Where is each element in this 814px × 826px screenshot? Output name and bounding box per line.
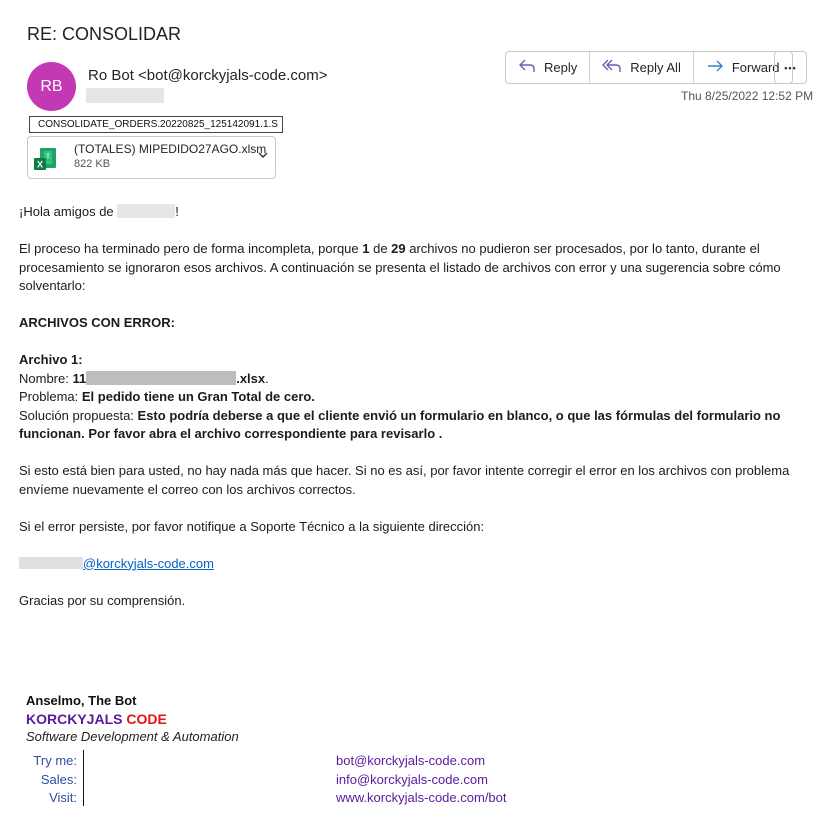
- solution-line: Solución propuesta: Esto podría deberse a que el cliente envió un formulario en blanco, o que las fórmulas del formulario no funcionan. Por favor abra el archivo correspondiente para revisarlo .: [19, 407, 781, 441]
- reply-label: Reply: [544, 60, 578, 75]
- signature-divider: [83, 750, 84, 806]
- redacted-filename: [86, 371, 236, 385]
- thanks: Gracias por su comprensión.: [19, 592, 186, 608]
- sender-name[interactable]: Ro Bot <bot@korckyjals-code.com>: [88, 67, 328, 84]
- paragraph-intro: El proceso ha terminado pero de forma incompleta, porque 1 de 29 archivos no pudieron ser procesados, por lo tanto, durante el procesamiento se ignoraron esos archivos. A continuación se presenta el listado de archivos con error y una sugerencia sobre cómo solventarlo:: [19, 241, 781, 293]
- file-title: Archivo 1:: [19, 352, 83, 367]
- svg-text:X: X: [36, 159, 44, 170]
- signature-block: [26, 693, 239, 744]
- forward-label: Forward: [731, 60, 780, 75]
- more-actions-button[interactable]: [774, 51, 807, 84]
- more-icon: •••: [784, 62, 797, 73]
- contact-label-try: Try me:: [33, 753, 77, 768]
- support-email-link[interactable]: @korckyjals-code.com: [19, 556, 214, 571]
- message-date: Thu 8/25/2022 12:52 PM: [681, 89, 814, 103]
- sender-avatar[interactable]: RB: [27, 62, 76, 111]
- problem-line: Problema: El pedido tiene un Gran Total de cero.: [19, 389, 315, 404]
- filename-tooltip: CONSOLIDATE_ORDERS.20220825_125142091.1.S: [29, 116, 283, 133]
- contact-website-link[interactable]: www.korckyjals-code.com/bot: [336, 790, 507, 805]
- contact-email-link[interactable]: bot@korckyjals-code.com: [336, 753, 486, 768]
- redacted-recipient: [86, 88, 164, 103]
- excel-file-icon: [34, 146, 56, 170]
- paragraph-support: Si el error persiste, por favor notifique a Soporte Técnico a la siguiente dirección:: [19, 518, 485, 534]
- contact-label-visit: Visit:: [49, 790, 77, 805]
- brand-tagline: Software Development & Automation: [26, 729, 239, 744]
- section-title: ARCHIVOS CON ERROR:: [19, 315, 176, 330]
- email-subject: RE: CONSOLIDAR: [27, 24, 182, 44]
- reply-all-button[interactable]: [590, 52, 694, 83]
- email-body: [19, 203, 809, 610]
- reply-button[interactable]: [506, 52, 590, 83]
- file-name-line: Nombre: 11 .xlsx.: [19, 370, 269, 386]
- brand-logo: KORCKYJALS CODE: [26, 711, 167, 727]
- contact-label-sales: Sales:: [40, 772, 77, 787]
- signature-name: Anselmo, The Bot: [26, 693, 137, 708]
- reply-icon: [518, 59, 536, 77]
- contact-sales-link[interactable]: info@korckyjals-code.com: [336, 772, 488, 787]
- greeting: ¡Hola amigos de !: [19, 204, 179, 219]
- reply-all-icon: [602, 59, 622, 77]
- reply-all-label: Reply All: [630, 60, 681, 75]
- message-actions: [505, 51, 793, 84]
- support-email-line: [19, 555, 809, 574]
- chevron-down-icon[interactable]: [257, 149, 269, 164]
- attachment-name: (TOTALES) MIPEDIDO27AGO.xlsm: [74, 142, 267, 156]
- redacted-company: [117, 204, 175, 218]
- svg-text:!: !: [46, 153, 50, 160]
- attachment-size: 822 KB: [74, 158, 111, 170]
- redacted-email-user: [19, 557, 83, 569]
- forward-icon: [706, 59, 724, 77]
- paragraph-instructions: Si esto está bien para usted, no hay nada más que hacer. Si no es así, por favor intente corregir el error en los archivos con problema envíeme nuevamente el correo con los archivos correctos.: [19, 463, 790, 497]
- attachment-card[interactable]: [27, 136, 276, 179]
